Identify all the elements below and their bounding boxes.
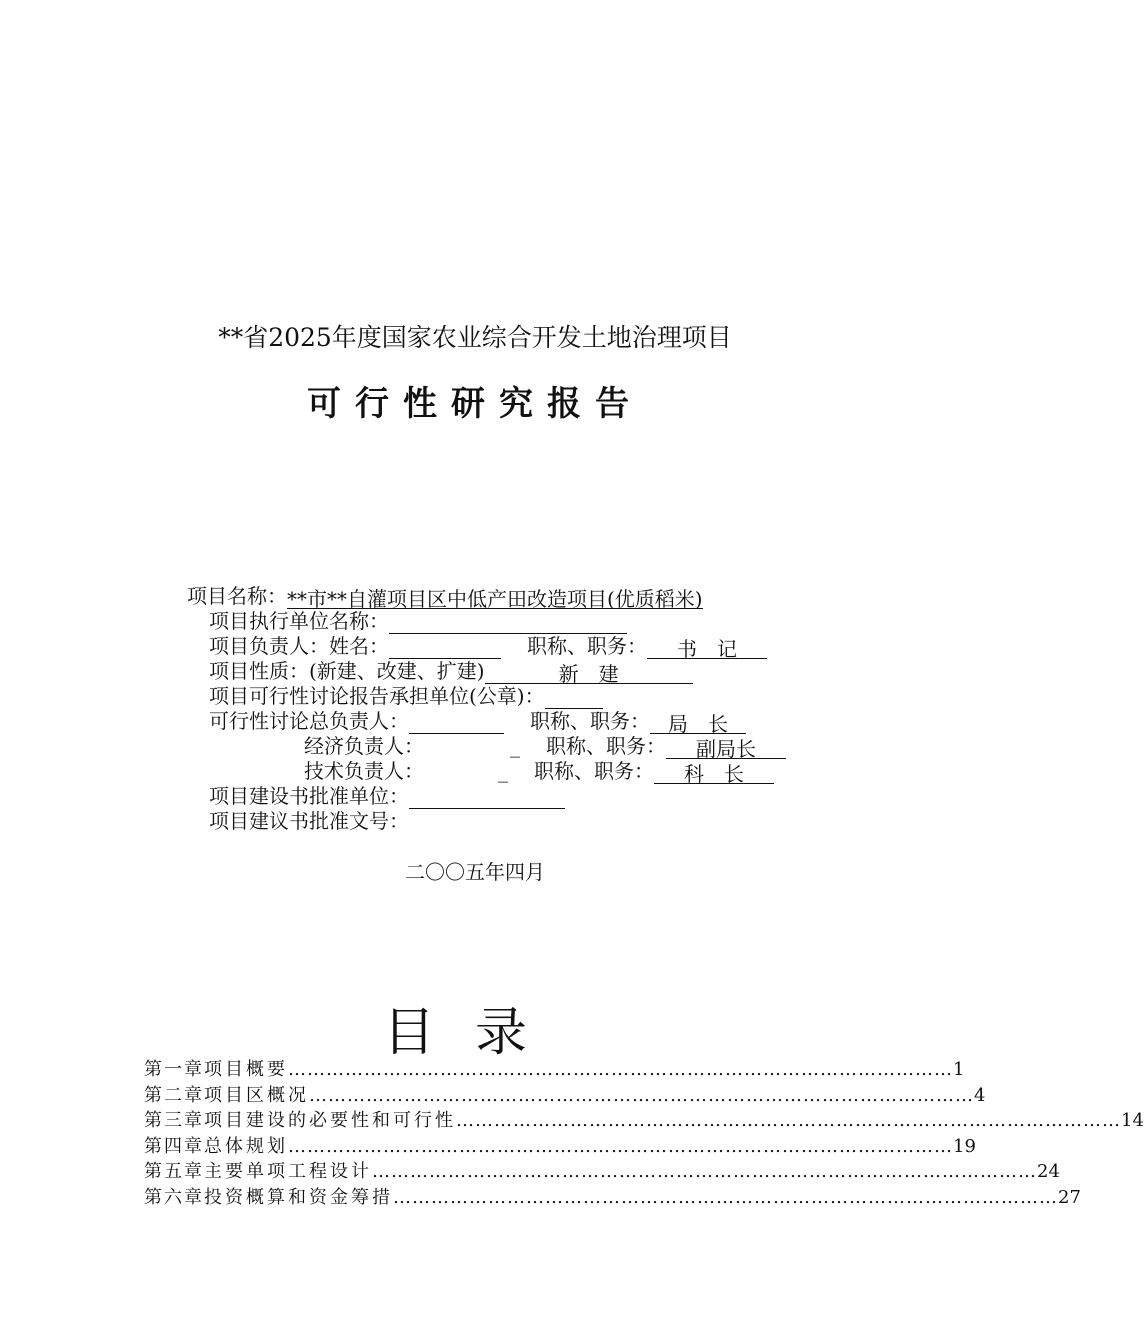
report-date: 二〇〇五年四月 [405,860,545,884]
econ-mark: _ [510,734,520,758]
leader-label: 项目负责人：姓名： [209,634,389,658]
tech-label: 技术负责人： [304,759,424,783]
chief-line [209,709,746,734]
exec-unit-label: 项目执行单位名称： [209,609,389,633]
toc-entry[interactable] [144,1108,1144,1134]
exec-unit-blank [389,612,627,634]
econ-line [304,734,786,759]
approve-doc-label: 项目建议书批准文号： [209,809,409,833]
econ-title-label: 职称、职务： [546,734,666,758]
toc-title: 项目建设的必要性和可行性 [204,1110,456,1131]
toc-title: 项目区概况 [204,1084,309,1106]
leader-title-value: 书 记 [647,637,767,659]
project-name-value: **市**自灌项目区中低产田改造项目(优质稻米) [287,587,703,611]
exec-unit-line [209,609,627,634]
toc-leader-dots: …………………………………………………………………………………………… [372,1161,1037,1182]
toc-chapter: 第六章 [144,1186,204,1208]
approve-doc-line [209,809,409,834]
toc-page: 4 [974,1084,986,1106]
toc-entry[interactable] [144,1159,1060,1185]
toc-entry[interactable] [144,1134,976,1160]
project-name-label: 项目名称： [187,584,287,608]
toc-chapter: 第四章 [144,1135,204,1157]
project-name-line [187,584,703,609]
toc-title: 投资概算和资金筹措 [204,1186,393,1208]
toc-chapter: 第五章 [144,1161,204,1182]
approve-unit-line [209,784,565,809]
toc-leader-dots: …………………………………………………………………………………………… [288,1059,953,1080]
report-unit-line [209,684,603,709]
tech-title-value: 科 长 [654,762,774,784]
toc-page: 24 [1037,1161,1060,1182]
approve-unit-blank [409,787,565,809]
toc-heading-char-1: 目 [382,1003,475,1063]
table-of-contents [144,1057,1144,1210]
toc-page: 19 [953,1135,976,1157]
tech-mark: _ [498,759,508,783]
leader-name-blank [389,637,501,659]
toc-title: 总体规划 [204,1135,288,1157]
toc-heading-char-2: 录 [475,1003,568,1063]
tech-line [304,759,774,784]
nature-value: 新 建 [485,662,693,684]
report-unit-blank [545,687,603,709]
toc-leader-dots: …………………………………………………………………………………………… [309,1084,974,1106]
toc-leader-dots: …………………………………………………………………………………………… [393,1186,1058,1208]
chief-name-blank [409,712,504,734]
toc-title: 主要单项工程设计 [204,1161,372,1182]
chief-title-value: 局 长 [650,712,746,734]
chief-label: 可行性讨论总负责人： [209,709,409,733]
leader-title-label: 职称、职务： [527,634,647,658]
nature-label: 项目性质：(新建、改建、扩建) [209,659,485,683]
approve-unit-label: 项目建设书批准单位： [209,784,409,808]
report-unit-label: 项目可行性讨论报告承担单位(公章)： [209,684,545,708]
toc-heading [0,990,950,1065]
document-subtitle: 可行性研究报告 [307,384,643,424]
tech-title-label: 职称、职务： [534,759,654,783]
nature-line [209,659,693,684]
chief-title-label: 职称、职务： [530,709,650,733]
leader-line [209,634,767,659]
toc-page: 1 [953,1059,965,1080]
toc-chapter: 第三章 [144,1110,204,1131]
toc-leader-dots: …………………………………………………………………………………………… [288,1135,953,1157]
toc-entry[interactable] [144,1057,965,1083]
toc-title: 项目概要 [204,1059,288,1080]
toc-leader-dots: …………………………………………………………………………………………… [456,1110,1121,1131]
econ-label: 经济负责人： [304,734,424,758]
econ-title-value: 副局长 [666,737,786,759]
toc-entry[interactable] [144,1083,986,1109]
toc-entry[interactable] [144,1185,1081,1211]
toc-chapter: 第二章 [144,1084,204,1106]
document-title: **省2025年度国家农业综合开发土地治理项目 [218,323,732,352]
toc-chapter: 第一章 [144,1059,204,1080]
toc-page: 14 [1121,1110,1144,1131]
toc-page: 27 [1058,1186,1081,1208]
